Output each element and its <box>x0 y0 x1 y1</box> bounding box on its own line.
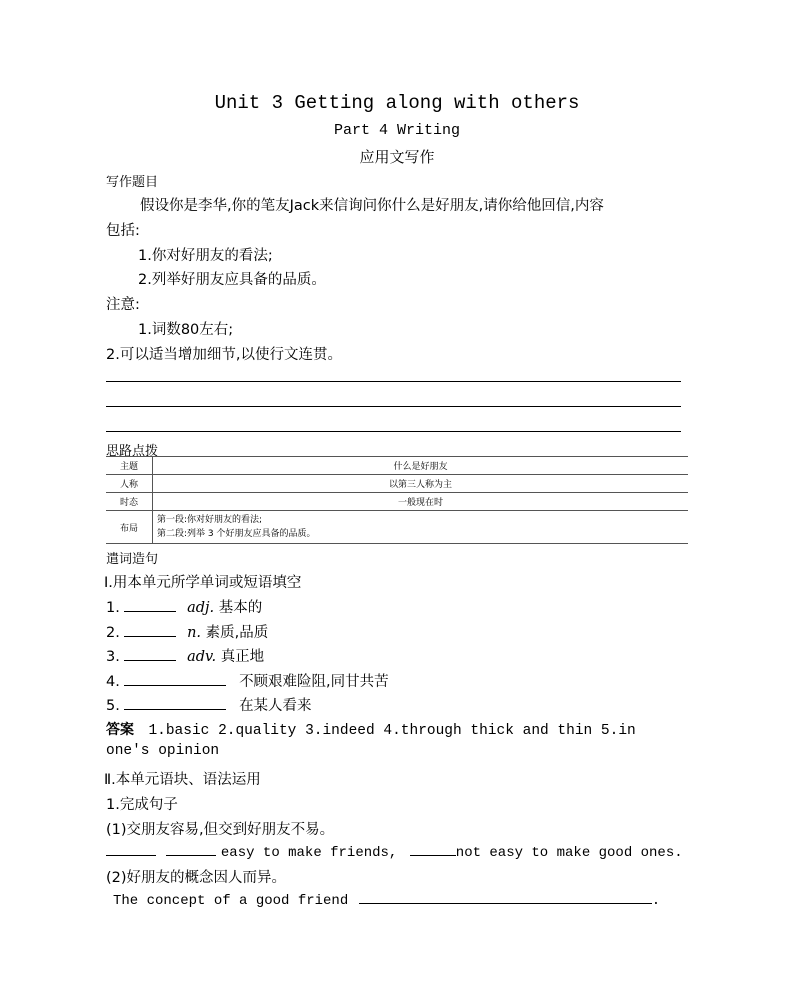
guide-value: 以第三人称为主 <box>153 475 689 493</box>
answer-blank[interactable] <box>124 673 226 686</box>
guide-key: 人称 <box>106 475 153 493</box>
guide-table <box>106 456 688 544</box>
answer-block <box>106 719 636 739</box>
answer-label: 答案 <box>106 722 134 738</box>
prompt-item-1: 1.你对好朋友的看法; <box>138 248 273 264</box>
vocab-item <box>106 596 262 617</box>
meaning: 真正地 <box>220 649 265 665</box>
answer-blank[interactable] <box>359 891 652 904</box>
section-subtitle: 应用文写作 <box>359 148 435 166</box>
writing-line[interactable] <box>106 431 681 432</box>
meaning: 素质,品质 <box>205 625 269 641</box>
sentence-text: easy to make friends, <box>220 845 398 861</box>
writing-line[interactable] <box>106 381 681 382</box>
part2-title: Ⅱ.本单元语块、语法运用 <box>104 772 261 788</box>
part-of-speech: n. <box>187 625 202 641</box>
guide-key: 主题 <box>106 457 153 475</box>
sub-heading: 1.完成句子 <box>106 797 178 813</box>
vocab-item <box>106 694 312 715</box>
sentence-2-fill <box>113 891 660 909</box>
layout-line-1: 第一段:你对好朋友的看法; <box>157 515 263 525</box>
prompt-heading: 写作题目 <box>106 175 159 190</box>
answer-blank[interactable] <box>124 697 226 710</box>
note-heading: 注意: <box>106 297 140 313</box>
guide-heading: 思路点拨 <box>106 444 159 459</box>
part-subtitle: Part 4 Writing <box>333 122 461 139</box>
item-number: 1. <box>106 600 120 616</box>
meaning: 不顾艰难险阻,同甘共苦 <box>239 674 389 690</box>
answer-blank[interactable] <box>410 843 456 856</box>
item-number: 5. <box>106 698 120 714</box>
item-number: 4. <box>106 674 120 690</box>
guide-value <box>153 511 689 544</box>
item-number: 3. <box>106 649 120 665</box>
answer-blank[interactable] <box>124 648 176 661</box>
part1-title: Ⅰ.用本单元所学单词或短语填空 <box>104 575 302 591</box>
vocab-heading: 遣词造句 <box>106 552 159 567</box>
sentence-text: The concept of a good friend <box>113 893 349 909</box>
table-row <box>106 493 688 511</box>
sentence-1-fill <box>106 843 683 861</box>
writing-line[interactable] <box>106 406 681 407</box>
sentence-text: not easy to make good ones. <box>455 845 683 861</box>
table-row <box>106 475 688 493</box>
page-title: Unit 3 Getting along with others <box>214 92 580 114</box>
table-row <box>106 511 688 544</box>
part-of-speech: adv. <box>187 649 217 665</box>
sentence-1: (1)交朋友容易,但交到好朋友不易。 <box>106 822 335 838</box>
vocab-item <box>106 645 264 666</box>
note-2: 2.可以适当增加细节,以使行文连贯。 <box>106 347 342 363</box>
note-1: 1.词数80左右; <box>138 322 234 338</box>
answer-blank[interactable] <box>124 599 176 612</box>
prompt-paragraph: 假设你是李华,你的笔友Jack来信询问你什么是好朋友,请你给他回信,内容 <box>140 198 604 214</box>
guide-value: 什么是好朋友 <box>153 457 689 475</box>
part-of-speech: adj. <box>187 600 215 616</box>
vocab-item <box>106 670 389 691</box>
meaning: 在某人看来 <box>239 698 312 714</box>
prompt-item-2: 2.列举好朋友应具备的品质。 <box>138 272 326 288</box>
guide-value: 一般现在时 <box>153 493 689 511</box>
prompt-paragraph-cont: 包括: <box>106 223 140 239</box>
layout-line-2: 第二段:列举 3 个好朋友应具备的品质。 <box>157 529 316 539</box>
guide-key: 时态 <box>106 493 153 511</box>
answer-line-2: one's opinion <box>106 743 220 759</box>
meaning: 基本的 <box>218 600 263 616</box>
answer-line-1: 1.basic 2.quality 3.indeed 4.through thick and thin 5.in <box>148 723 636 739</box>
vocab-item <box>106 621 268 642</box>
answer-blank[interactable] <box>166 843 216 856</box>
table-row <box>106 457 688 475</box>
item-number: 2. <box>106 625 120 641</box>
sentence-end: . <box>651 893 661 909</box>
sentence-2: (2)好朋友的概念因人而异。 <box>106 870 287 886</box>
answer-blank[interactable] <box>106 843 156 856</box>
answer-blank[interactable] <box>124 624 176 637</box>
guide-key: 布局 <box>106 511 153 544</box>
